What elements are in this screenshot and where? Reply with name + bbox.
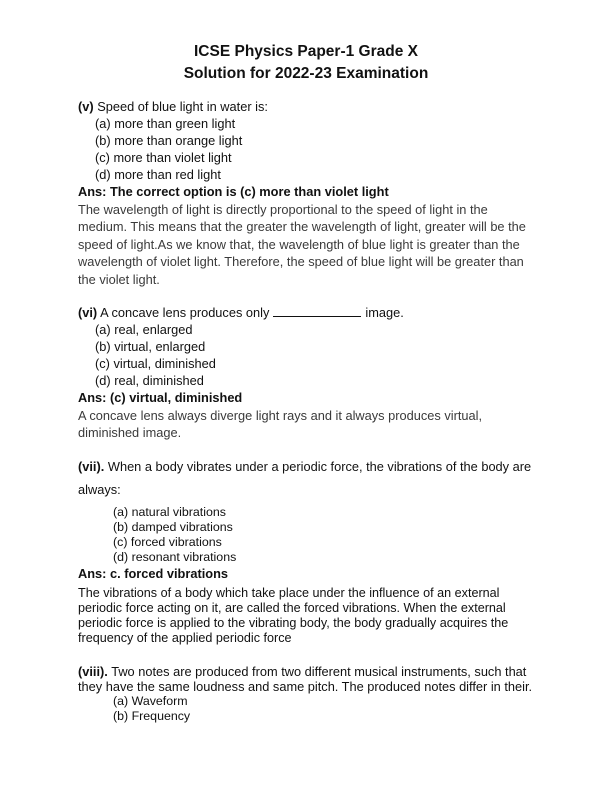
question-number: (vi) bbox=[78, 305, 98, 320]
answer: Ans: c. forced vibrations bbox=[78, 566, 229, 581]
question-7 bbox=[78, 458, 558, 475]
option-b: (b) virtual, enlarged bbox=[95, 339, 206, 354]
option-d: (d) more than red light bbox=[95, 167, 221, 182]
option-d: (d) real, diminished bbox=[95, 373, 204, 388]
explanation: The vibrations of a body which take place under the influence of an external periodic force acting on it, are called the forced vibrations. When the external periodic force is applied to the vibrating body, the body gradually acquires the frequency of the applied periodic force bbox=[78, 586, 509, 645]
question-text: When a body vibrates under a periodic force, the vibrations of the body are bbox=[107, 459, 532, 474]
page-title: ICSE Physics Paper-1 Grade X bbox=[194, 43, 418, 60]
option-c: (c) more than violet light bbox=[95, 150, 232, 165]
question-text: Speed of blue light in water is: bbox=[97, 99, 268, 114]
explanation: A concave lens always diverge light rays and it always produces virtual, diminished image. bbox=[78, 408, 483, 441]
question-text: Two notes are produced from two different musical instruments, such that they have the same loudness and same pitch. The produced notes differ in their. bbox=[78, 664, 533, 694]
question-number: (viii). bbox=[78, 664, 108, 679]
question-text: A concave lens produces only bbox=[100, 305, 270, 320]
option-a: (a) Waveform bbox=[113, 694, 188, 708]
question-5 bbox=[78, 98, 548, 115]
answer: Ans: (c) virtual, diminished bbox=[78, 390, 243, 405]
answer-blank bbox=[273, 305, 361, 317]
option-c: (c) forced vibrations bbox=[113, 535, 222, 549]
question-text-end: image. bbox=[365, 305, 404, 320]
question-8 bbox=[78, 664, 548, 694]
option-d: (d) resonant vibrations bbox=[113, 550, 237, 564]
question-number: (vii). bbox=[78, 459, 105, 474]
question-number: (v) bbox=[78, 99, 94, 114]
question-7-continued: always: bbox=[78, 482, 121, 497]
option-b: (b) more than orange light bbox=[95, 133, 243, 148]
answer: Ans: The correct option is (c) more than violet light bbox=[78, 184, 389, 199]
option-a: (a) more than green light bbox=[95, 116, 236, 131]
option-b: (b) Frequency bbox=[113, 709, 191, 723]
explanation: The wavelength of light is directly proportional to the speed of light in the medium. This means that the greater the wavelength of light, greater will be the speed of light.As we know that, the wavelength of blue light is greater than the wavelength of violet light. Therefore, the speed of blue light will be greater than the violet light. bbox=[78, 202, 526, 287]
option-a: (a) real, enlarged bbox=[95, 322, 193, 337]
option-c: (c) virtual, diminished bbox=[95, 356, 216, 371]
option-a: (a) natural vibrations bbox=[113, 505, 226, 519]
option-b: (b) damped vibrations bbox=[113, 520, 233, 534]
question-6 bbox=[78, 304, 548, 321]
page-subtitle: Solution for 2022-23 Examination bbox=[183, 65, 429, 82]
